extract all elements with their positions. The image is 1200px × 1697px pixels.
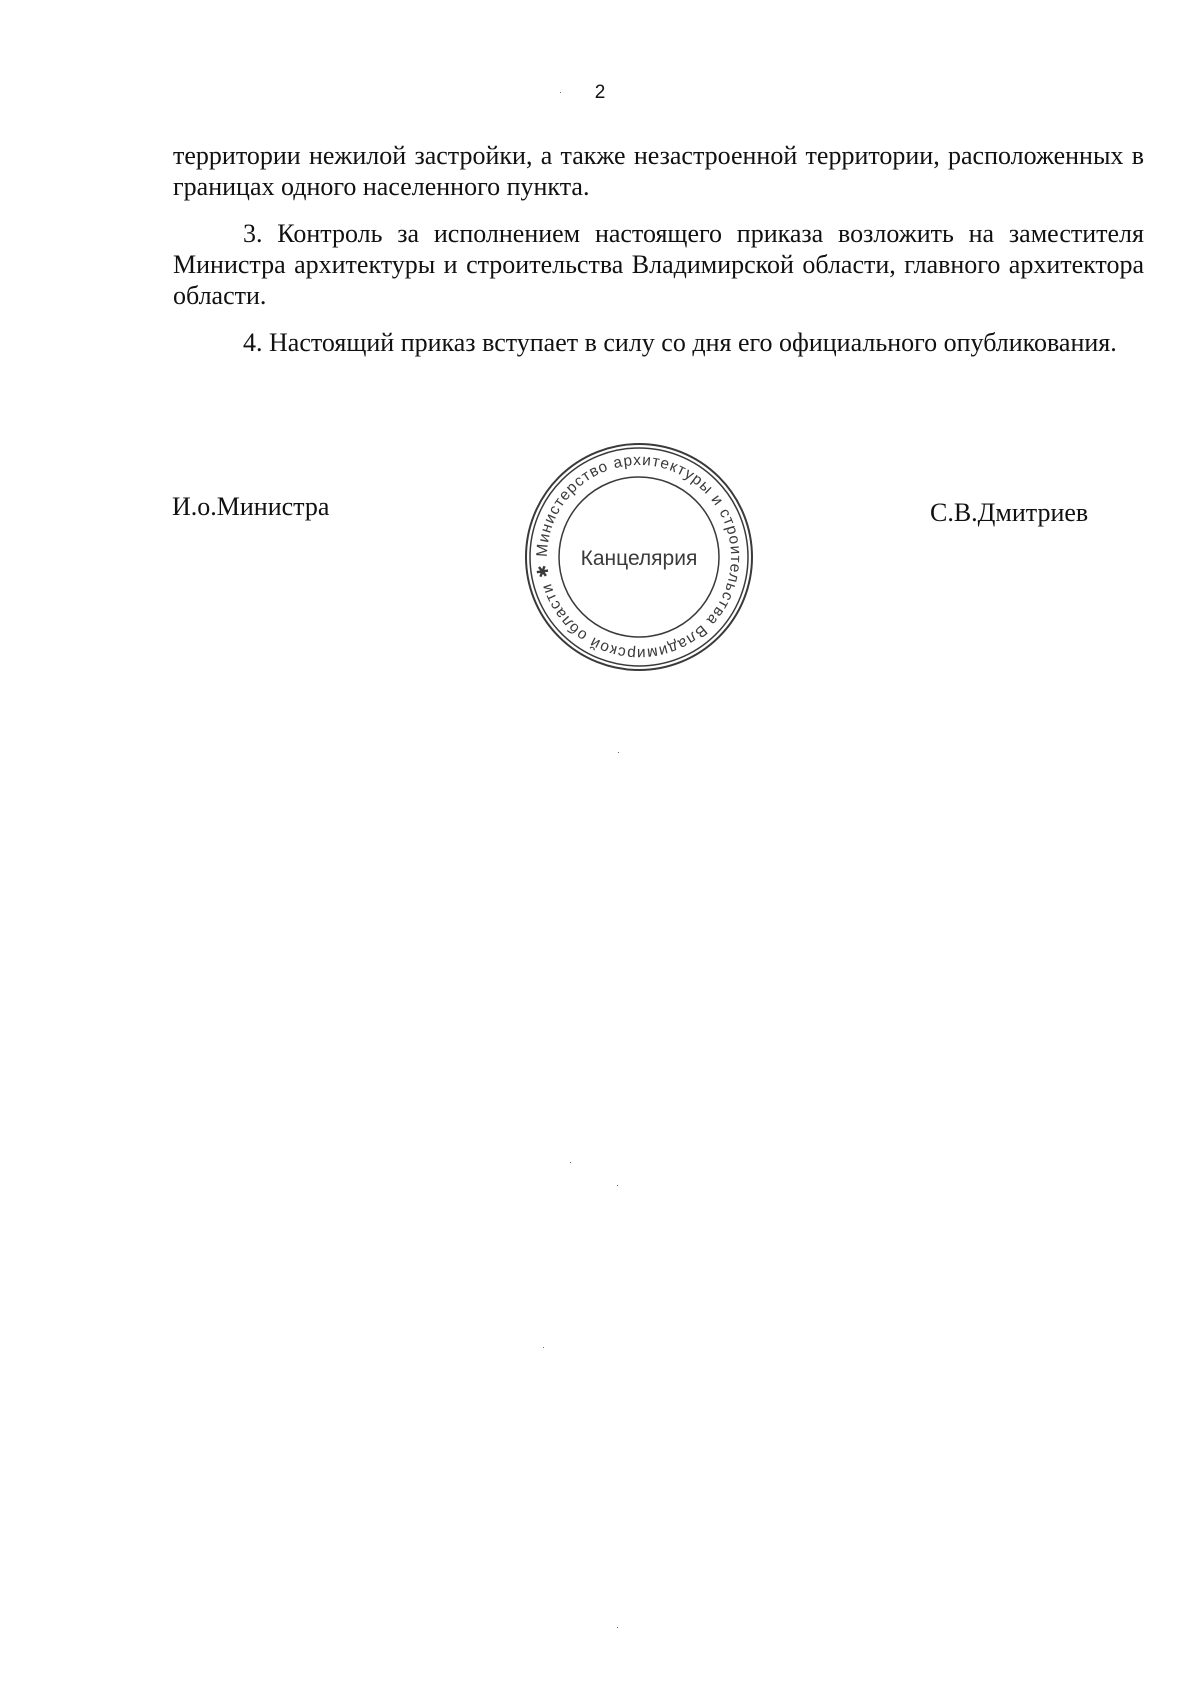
- signature-block: [0, 440, 1200, 680]
- scan-speck: [617, 1627, 618, 1628]
- scan-speck: [618, 752, 619, 753]
- signatory-title: И.о.Министра: [172, 492, 330, 521]
- document-body: [173, 140, 1144, 374]
- paragraph-item-4: 4. Настоящий приказ вступает в силу со дня его официального опубликования.: [243, 328, 1117, 357]
- stamp-ring-text: Министерство архитектуры и строительства Владимирской области ✱: [533, 451, 745, 663]
- page-number: 2: [594, 82, 606, 103]
- paragraph-item-3: 3. Контроль за исполнением настоящего приказа возложить на заместителя Министра архитектуры и строительства Владимирской области, главного архитектора области.: [173, 219, 1144, 310]
- scan-speck: [560, 92, 561, 93]
- paragraph-continuation: территории нежилой застройки, а также незастроенной территории, расположенных в границах одного населенного пункта.: [173, 141, 1144, 201]
- stamp-seal-icon: [522, 440, 756, 674]
- office-stamp: [522, 440, 756, 674]
- scan-speck: [543, 1347, 544, 1348]
- stamp-center-text: Канцелярия: [580, 547, 698, 570]
- scan-speck: [570, 1162, 571, 1163]
- scan-speck: [617, 1185, 618, 1186]
- signatory-name: С.В.Дмитриев: [930, 498, 1089, 527]
